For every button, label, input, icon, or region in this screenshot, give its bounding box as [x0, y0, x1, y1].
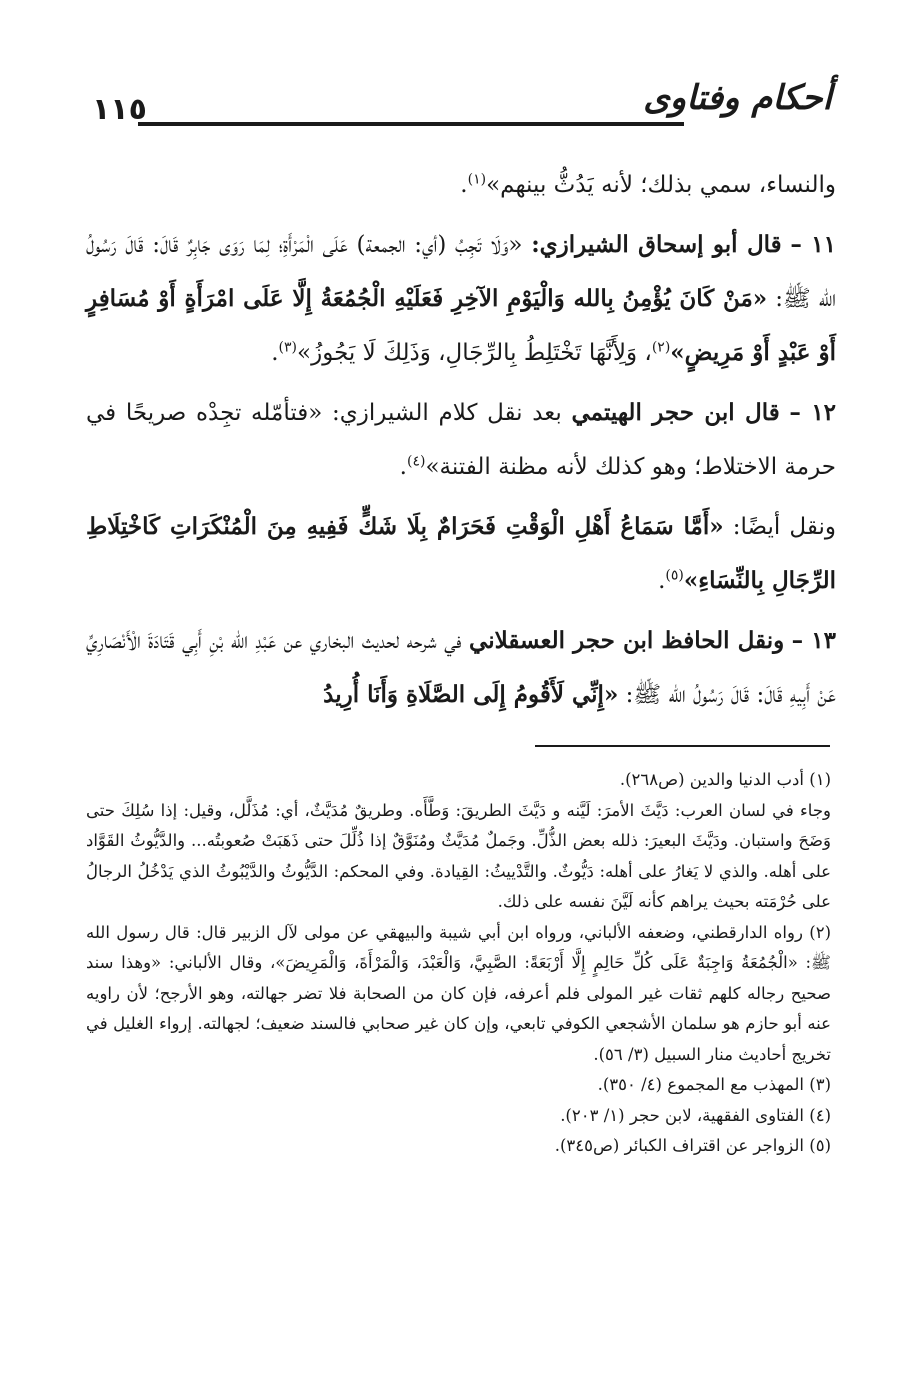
- footnote-ref: (٤): [406, 453, 426, 470]
- item-number: ١١ –: [790, 231, 836, 258]
- footnote-4: (٤) الفتاوى الفقهية، لابن حجر (١/ ٢٠٣).: [560, 1105, 831, 1125]
- hadith-text: «إِنِّي لَأَقُومُ إِلَى الصَّلَاةِ وَأَنَا أُرِيدُ: [323, 681, 619, 708]
- footnote-1: (١) أدب الدنيا والدين (ص٢٦٨).: [619, 770, 831, 789]
- punctuation: .: [399, 454, 407, 480]
- footnote-ref: (٣): [278, 339, 298, 356]
- footnote-separator: [535, 745, 830, 747]
- punctuation: .: [658, 568, 666, 594]
- paragraph-text: في شرحه لحديث البخاري عن عَبْدِ الله بْنِ أَبِي قَتَادَةَ الْأَنْصَارِيِّ عَنْ أَبِيهِ قَالَ: قَالَ رَسُولُ الله ﷺ:: [86, 628, 836, 708]
- paragraph-text: والنساء، سمي بذلك؛ لأنه يَدُثُّ بينهم»: [486, 172, 836, 198]
- footnote-2: (٢) رواه الدارقطني، وضعفه الألباني، ورواه ابن أبي شيبة والبيهقي عن مولى لآل الزبير قال: قال رسول الله ﷺ: «الْجُمُعَةُ وَاجِبَةٌ عَلَى كُلِّ حَالِمٍ إِلَّا أَرْبَعَةً: الصَّبِيَّ، وَالْعَبْدَ، وَالْمَرْأَةَ، وَالْمَرِيضَ»، وقال الألباني: «وهذا سند صحيح رجاله كلهم ثقات غير المولى فلم أعرفه، فإن كان من الصحابة فلا تضر جهالته، وهو الأرجح؛ لأن راويه عنه أبو حازم هو سلمان الأشجعي الكوفي تابعي، وإن كان غير صحابي فالسند ضعيف؛ لجهالته. إرواء الغليل في تخريج أحاديث منار السبيل (٣/ ٥٦).: [86, 922, 831, 1064]
- punctuation: .: [271, 340, 279, 366]
- quote-text: «أَمَّا سَمَاعُ أَهْلِ الْوَقْتِ فَحَرَامٌ بِلَا شَكٍّ فَفِيهِ مِنَ الْمُنْكَرَاتِ كَاخْتِلَاطِ الرِّجَالِ بِالنِّسَاءِ»: [86, 513, 836, 594]
- footnote-ref: (٢): [651, 339, 671, 356]
- main-text: [86, 158, 836, 722]
- page-number: ١١٥: [92, 92, 147, 127]
- paragraph-lead: ونقل الحافظ ابن حجر العسقلاني: [469, 627, 785, 654]
- paragraph-text: بعد نقل كلام الشيرازي: «فتأمّله تجِدْه صريحًا في حرمة الاختلاط؛ وهو كذلك لأنه مظنة الفتنة»: [86, 400, 836, 480]
- item-number: ١٣ –: [791, 627, 836, 654]
- footnote-ref: (١): [467, 171, 487, 188]
- item-number: ١٢ –: [789, 399, 837, 426]
- paragraph-continuation: [86, 158, 836, 212]
- paragraph-lead: ونقل أيضًا:: [732, 514, 836, 540]
- hadith-text: «مَنْ كَانَ يُؤْمِنُ بِالله وَالْيَوْمِ الآخِرِ فَعَلَيْهِ الْجُمُعَةُ إِلَّا عَلَى امْرَأَةٍ أَوْ مُسَافِرٍ أَوْ عَبْدٍ أَوْ مَرِيضٍ»: [86, 285, 836, 366]
- paragraph-quote: [86, 500, 836, 608]
- paragraph-12: [86, 386, 836, 494]
- header-rule: [138, 122, 684, 126]
- paragraph-text: «وَلَا تَجِبُ (أي: الجمعة) عَلَى الْمَرْأَةِ؛ لِمَا رَوَى جَابِرٌ قَالَ: قَالَ رَسُولُ الله ﷺ:: [86, 232, 836, 312]
- book-title: أحكام وفتاوى: [643, 78, 832, 118]
- footnote-1-body: وجاء في لسان العرب: دَيَّثَ الأمرَ: لَيَّنه و دَيَّثَ الطريقَ: وَطَّأَه. وطريقٌ مُدَيَّثٌ، أي: مُذَلَّل، وقيل: إذا سُلِكَ حتى وَضَحَ واستبان. ودَيَّثَ البعيرَ: ذلله بعض الذُّلِّ. وجَملٌ مُدَيَّثٌ ومُنَوَّقٌ إذا ذُلِّلَ حتى ذَهَبَتْ صُعوبتُه... والدَّيُّوثُ القَوَّاد على أهله. والذي لا يَغارُ على أهله: دَيُّوثٌ. والتَّدْييثُ: القِيادة. وفي المحكم: الدَّيُّوثُ والدَّيْبُوثُ الذي يَدْخُلُ الرجالُ على حُرْمَته بحيث يراهم كأنه لَيَّنَ نفسه على ذلك.: [86, 800, 831, 911]
- footnotes: [86, 765, 831, 1162]
- paragraph-lead: قال أبو إسحاق الشيرازي:: [531, 231, 782, 258]
- punctuation: .: [460, 172, 468, 198]
- paragraph-text: ، وَلِأَنَّهَا تَخْتَلِطُ بِالرِّجَالِ، وَذَلِكَ لَا يَجُوزُ»: [297, 340, 652, 366]
- footnote-ref: (٥): [665, 567, 684, 584]
- paragraph-13: [86, 614, 836, 722]
- page-header: [82, 78, 832, 138]
- footnote-5: (٥) الزواجر عن اقتراف الكبائر (ص٣٤٥).: [554, 1136, 831, 1155]
- paragraph-11: [86, 218, 836, 380]
- paragraph-lead: قال ابن حجر الهيتمي: [571, 399, 780, 426]
- footnote-3: (٣) المهذب مع المجموع (٤/ ٣٥٠).: [597, 1075, 831, 1094]
